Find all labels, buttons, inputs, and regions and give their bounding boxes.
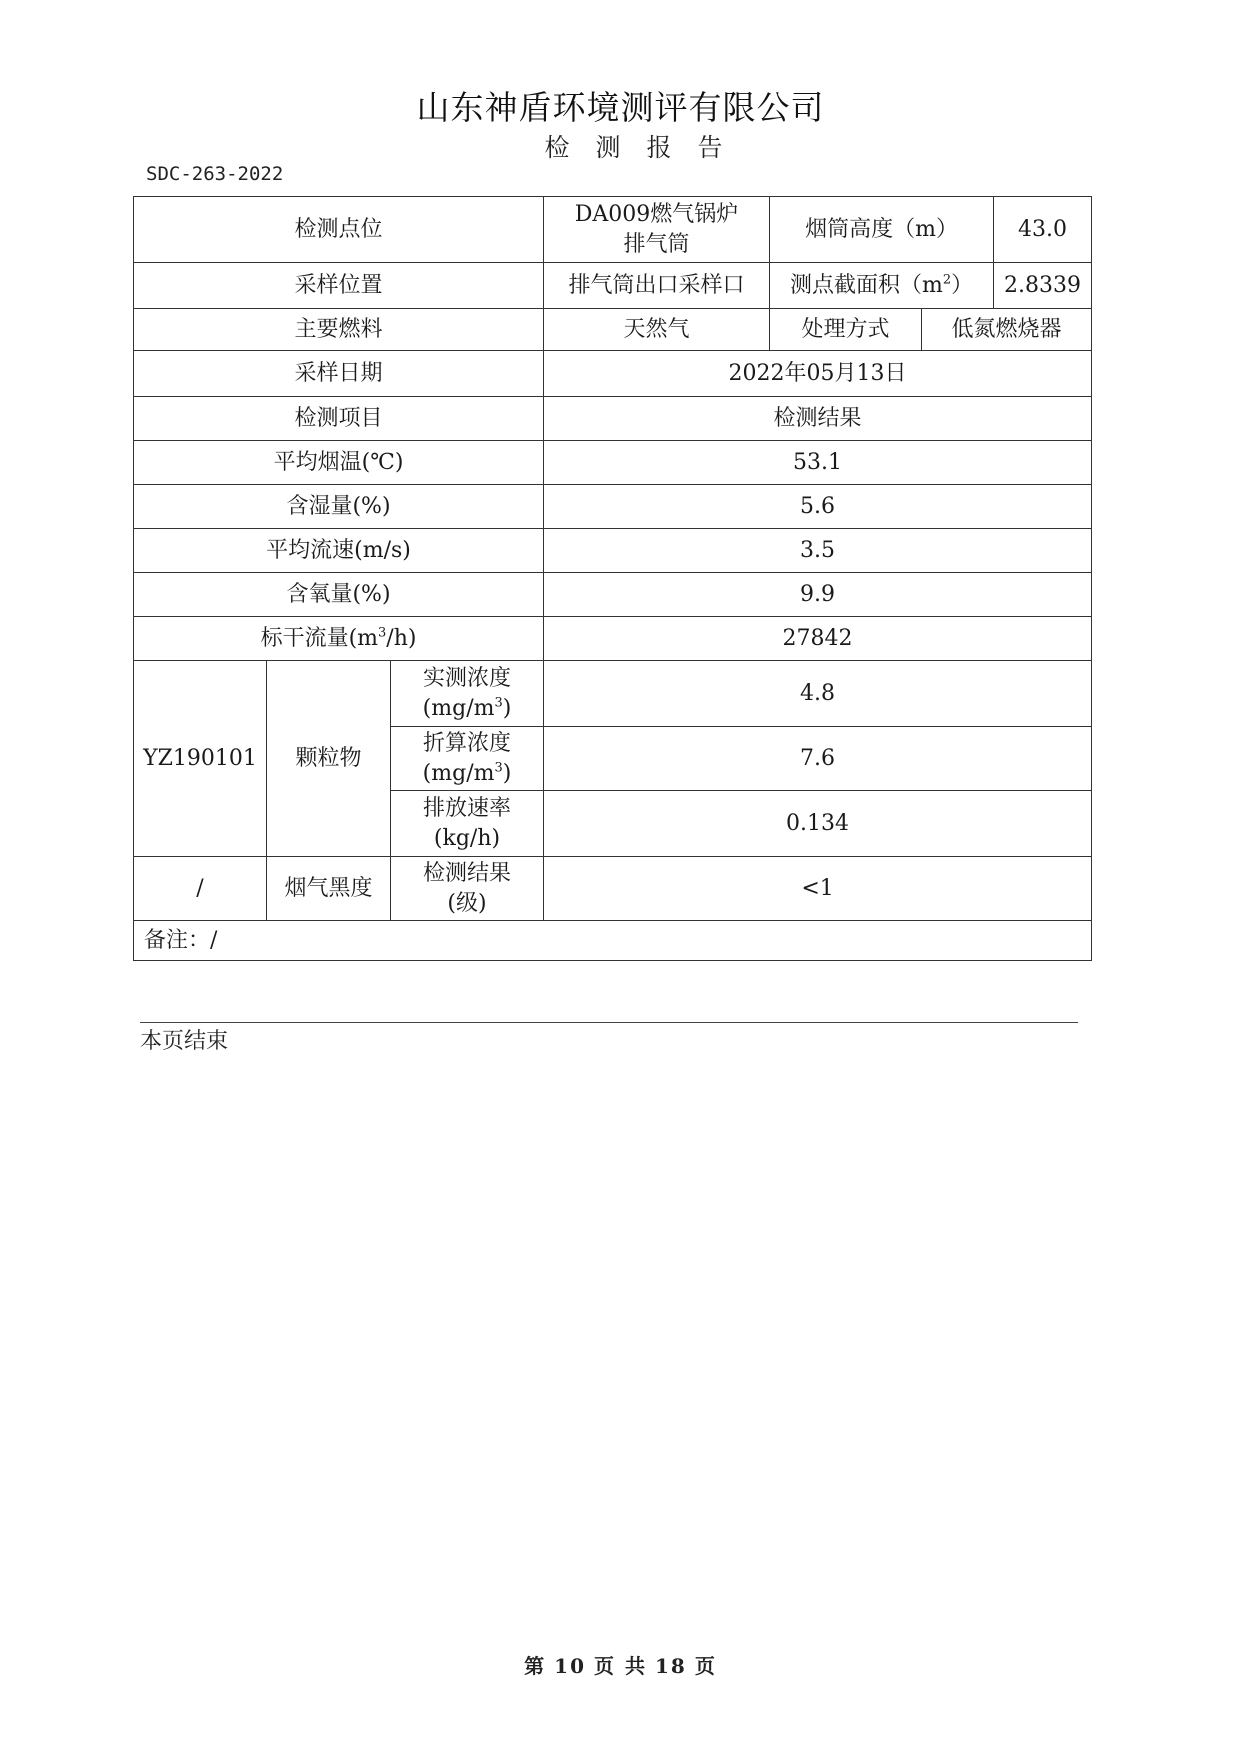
unit-sup: 3 — [494, 695, 503, 711]
table-row — [134, 441, 1092, 485]
table-row — [134, 921, 1092, 961]
main-fuel-value: 天然气 — [544, 309, 770, 351]
measure-label — [391, 727, 544, 791]
table-row — [134, 857, 1092, 921]
measure-label-line1: 实测浓度 — [423, 665, 512, 691]
row-label: 含氧量(%) — [134, 573, 544, 617]
report-subtitle: 检测报告 — [544, 133, 749, 162]
measure-label-line1: 折算浓度 — [423, 730, 512, 756]
end-divider — [140, 1022, 1078, 1023]
measure-label — [391, 661, 544, 727]
row-label: 采样位置 — [134, 263, 544, 309]
row-value: 5.6 — [544, 485, 1092, 529]
row-label — [134, 617, 544, 661]
smoke-measure-line1: 检测结果 — [423, 860, 512, 886]
row-value: 3.5 — [544, 529, 1092, 573]
row-value: 7.6 — [544, 727, 1092, 791]
unit-close: ) — [502, 760, 512, 786]
table-row — [134, 197, 1092, 263]
smoke-value: <1 — [544, 857, 1092, 921]
row-value: 0.134 — [544, 791, 1092, 857]
test-results-table — [133, 196, 1092, 961]
result-header: 检测结果 — [544, 397, 1092, 441]
company-name: 山东神盾环境测评有限公司 — [416, 88, 825, 127]
flow-label-text: 标干流量(m — [260, 625, 379, 651]
footer-page: 10 — [554, 1654, 587, 1678]
table-row — [134, 485, 1092, 529]
table-row — [134, 397, 1092, 441]
row-value: 27842 — [544, 617, 1092, 661]
unit-sup: 3 — [494, 760, 503, 776]
table-row — [134, 661, 1092, 727]
sampling-position-value: 排气筒出口采样口 — [544, 263, 770, 309]
measure-label-unit — [395, 694, 539, 724]
measure-label — [391, 791, 544, 857]
cross-section-label — [770, 263, 994, 309]
measure-label-unit — [395, 759, 539, 789]
table-row — [134, 617, 1092, 661]
table-row — [134, 529, 1092, 573]
page-footer — [0, 1650, 1241, 1679]
row-label: 采样日期 — [134, 351, 544, 397]
sampling-date-value: 2022年05月13日 — [544, 351, 1092, 397]
table-row — [134, 309, 1092, 351]
footer-mid: 页 共 — [594, 1654, 647, 1678]
row-label: 主要燃料 — [134, 309, 544, 351]
table-row — [134, 263, 1092, 309]
row-label: 平均流速(m/s) — [134, 529, 544, 573]
row-value: 53.1 — [544, 441, 1092, 485]
unit-text: (mg/m — [422, 695, 495, 721]
smoke-name: 烟气黑度 — [267, 857, 391, 921]
smoke-measure-label — [391, 857, 544, 921]
smoke-code: / — [134, 857, 267, 921]
smoke-measure-line2: (级) — [447, 890, 487, 916]
cross-section-label-text: 测点截面积（m — [789, 272, 943, 298]
particulate-code: YZ190101 — [134, 661, 267, 857]
footer-prefix: 第 — [524, 1654, 547, 1678]
cross-section-label-close: ） — [951, 272, 974, 298]
treatment-label: 处理方式 — [770, 309, 922, 351]
row-label: 检测点位 — [134, 197, 544, 263]
measure-label-line1: 排放速率 — [423, 795, 512, 821]
row-label: 含湿量(%) — [134, 485, 544, 529]
stack-height-label: 烟筒高度（m） — [770, 197, 994, 263]
footer-suffix: 页 — [694, 1654, 717, 1678]
measure-label-unit — [395, 824, 539, 854]
unit-text: (mg/m — [422, 760, 495, 786]
table-row — [134, 351, 1092, 397]
page-end-note: 本页结束 — [140, 1029, 229, 1054]
remark: 备注：/ — [134, 921, 1092, 961]
cross-section-label-sup: 2 — [942, 272, 952, 288]
monitoring-point-line1: DA009燃气锅炉 — [574, 201, 739, 227]
treatment-value: 低氮燃烧器 — [922, 309, 1092, 351]
row-value: 9.9 — [544, 573, 1092, 617]
monitoring-point-line2: 排气筒 — [623, 231, 690, 257]
flow-label-sup: 3 — [378, 625, 387, 641]
monitoring-point-value — [544, 197, 770, 263]
row-label: 平均烟温(℃) — [134, 441, 544, 485]
unit-close: ) — [502, 695, 512, 721]
report-number: SDC-263-2022 — [146, 163, 284, 185]
unit-text: (kg/h) — [433, 825, 501, 851]
row-value: 4.8 — [544, 661, 1092, 727]
particulate-name: 颗粒物 — [267, 661, 391, 857]
footer-total: 18 — [654, 1654, 687, 1678]
row-label: 检测项目 — [134, 397, 544, 441]
cross-section-value: 2.8339 — [994, 263, 1092, 309]
table-row — [134, 573, 1092, 617]
stack-height-value: 43.0 — [994, 197, 1092, 263]
flow-label-close: /h) — [386, 625, 417, 651]
